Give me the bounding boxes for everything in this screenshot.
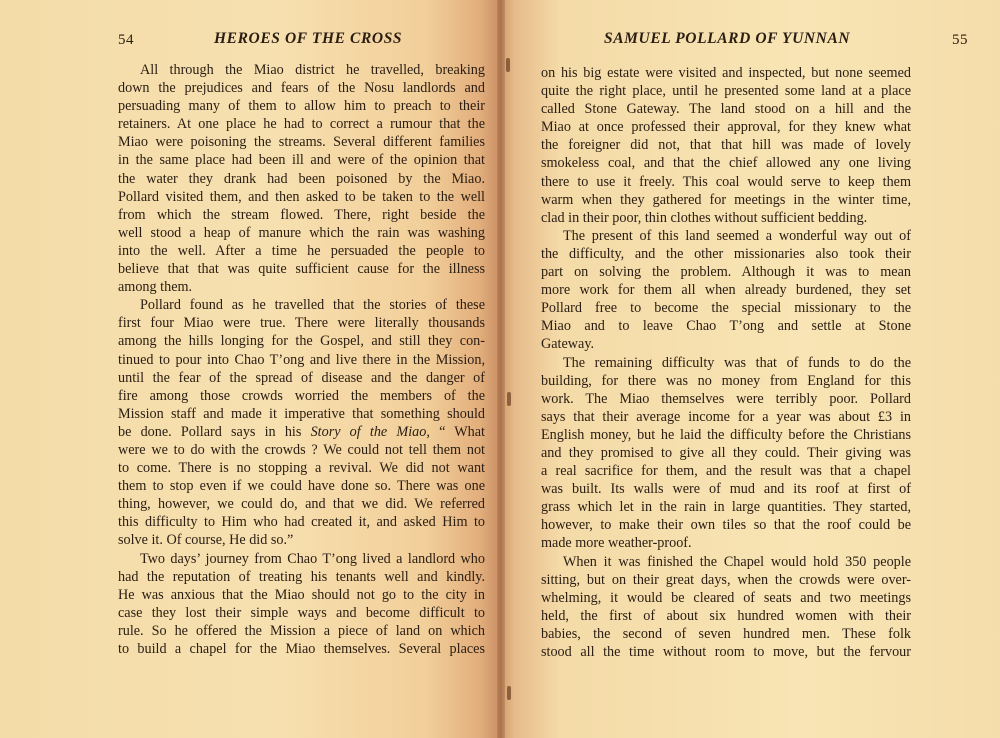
text-line xyxy=(541,408,911,426)
text-line-content: English money, but he laid the difficulty before the Christians xyxy=(541,426,911,443)
text-line xyxy=(541,281,911,299)
text-line xyxy=(118,115,485,133)
text-line xyxy=(541,245,911,263)
text-line-content: whelming, it would be cleared of seats and two meetings xyxy=(541,589,911,606)
text-line-content: rule. So he offered the Mission a piece of land on which xyxy=(118,622,485,639)
text-line xyxy=(118,206,485,224)
text-line-content: into the well. After a time he persuaded the people to xyxy=(118,242,485,259)
text-line-content: and they promised to give all they could. Their giving was xyxy=(541,444,911,461)
text-line xyxy=(541,64,911,82)
text-line-content: stood all the time without room to move, but the fervour xyxy=(541,644,911,660)
text-line-content: retainers. At one place he had to correct a rumour that the xyxy=(118,116,485,133)
text-line-content: When it was finished the Chapel would hold 350 people xyxy=(563,553,911,570)
text-line xyxy=(118,133,485,151)
text-line-content: The present of this land seemed a wonderful way out of xyxy=(563,227,911,244)
text-line-content: grass which let in the rain in large quantities. They started, xyxy=(541,499,911,516)
text-line-content: until the fear of the spread of disease and the danger of xyxy=(118,369,485,386)
text-line-content: smokeless coal, and that the chief allowed any one living xyxy=(541,155,911,172)
text-line-content: however, to make their own tiles so that the roof could be xyxy=(541,517,911,534)
text-line xyxy=(118,477,485,495)
text-line xyxy=(541,372,911,390)
text-line xyxy=(118,242,485,260)
text-line-content: made more weather-proof. xyxy=(541,535,692,552)
text-line xyxy=(541,82,911,100)
text-line xyxy=(118,97,485,115)
text-line xyxy=(118,314,485,332)
text-line-content: them to stop even if we could have done so. There was one xyxy=(118,478,485,495)
text-line-content: down the prejudices and fears of the Nosu landlords and xyxy=(118,80,485,97)
text-line-content: part on solving the problem. Although it was to mean xyxy=(541,264,911,281)
text-line-content: Pollard found as he travelled that the stories of these xyxy=(140,297,485,314)
text-line-content: a real sacrifice for them, and the result was that a chapel xyxy=(541,463,911,480)
text-line-content: solve it. Of course, He did so.” xyxy=(118,532,294,549)
text-line-content: sitting, but on their great days, when the crowds were over- xyxy=(541,571,911,588)
text-line-content: were we to do with the crowds ? We could not tell them not xyxy=(118,441,485,458)
text-line xyxy=(118,531,485,549)
text-line xyxy=(541,191,911,209)
text-line-content: on his big estate were visited and inspected, but none seemed xyxy=(541,65,911,81)
text-line-content: building, for there was no money from England for this xyxy=(541,372,911,389)
left-page-body-text xyxy=(118,61,485,658)
text-line-content: quite the right place, until he presented some land at a place xyxy=(541,83,911,100)
text-line-content: Pollard visited them, and then asked to be taken to the well xyxy=(118,188,485,205)
text-line xyxy=(541,335,911,353)
book-title-italic: Story of the Miao, xyxy=(310,423,430,440)
text-line xyxy=(541,462,911,480)
text-line xyxy=(541,643,911,661)
text-line xyxy=(541,625,911,643)
text-line-content: persuading many of them to allow him to preach to their xyxy=(118,98,485,115)
text-line xyxy=(541,100,911,118)
text-line-content: fire among those crowds worried the members of the xyxy=(118,387,485,404)
text-line xyxy=(118,423,485,441)
text-line xyxy=(541,173,911,191)
text-line xyxy=(118,188,485,206)
text-line-content: work. The Miao themselves were terribly poor. Pollard xyxy=(541,390,911,407)
text-line-content: Two days’ journey from Chao T’ong lived a landlord who xyxy=(140,550,485,567)
text-line xyxy=(118,369,485,387)
text-line xyxy=(118,61,485,79)
text-line xyxy=(541,516,911,534)
text-line xyxy=(541,390,911,408)
text-line xyxy=(118,79,485,97)
text-line-content: believe that that was quite sufficient cause for the illness xyxy=(118,261,485,278)
text-line-content: tinued to pour into Chao T’ong and live there in the Mission, xyxy=(118,351,485,368)
text-line-content: clad in their poor, thin clothes without sufficient bedding. xyxy=(541,209,868,226)
left-page-number: 54 xyxy=(118,32,134,48)
right-page xyxy=(500,0,1000,738)
text-line xyxy=(118,604,485,622)
book-gutter xyxy=(497,0,505,738)
binding-thread-mark xyxy=(506,58,510,72)
text-line-content: Mission staff and made it imperative that something should xyxy=(118,405,485,422)
text-line-content: The remaining difficulty was that of funds to do the xyxy=(563,354,911,371)
text-line-content: had the reputation of treating his tenants well and kindly. xyxy=(118,568,485,585)
text-line-content: from which the stream flowed. There, right beside the xyxy=(118,206,485,223)
text-line-content: Pollard free to become the special missionary to the xyxy=(541,300,911,317)
text-line-content: warm when they gathered for meetings in the winter time, xyxy=(541,191,911,208)
text-line-content: Miao and to leave Chao T’ong and settle at Stone xyxy=(541,318,911,335)
text-line xyxy=(541,498,911,516)
text-line xyxy=(541,136,911,154)
right-running-head: SAMUEL POLLARD OF YUNNAN xyxy=(604,30,851,47)
text-line-content: among the hills longing for the Gospel, and still they con- xyxy=(118,333,485,350)
text-line xyxy=(541,444,911,462)
text-line xyxy=(541,209,911,227)
text-line-content: All through the Miao district he travelled, breaking xyxy=(140,62,485,78)
text-line-content: Miao were poisoning the streams. Several different families xyxy=(118,134,485,151)
text-line xyxy=(118,550,485,568)
text-line xyxy=(118,640,485,658)
left-running-head: HEROES OF THE CROSS xyxy=(214,30,403,47)
text-line xyxy=(118,405,485,423)
text-line-content: held, the first of about six hundred women with their xyxy=(541,607,911,624)
text-line-content: babies, the second of seven hundred men. These folk xyxy=(541,625,911,642)
text-line xyxy=(118,459,485,477)
text-line xyxy=(541,118,911,136)
text-line-content: to build a chapel for the Miao themselves. Several places xyxy=(118,641,485,657)
text-line xyxy=(118,296,485,314)
text-line-content: He was anxious that the Miao should not go to the city in xyxy=(118,586,485,603)
text-line-content: the water they drank had been poisoned by the Miao. xyxy=(118,170,485,187)
text-line xyxy=(541,354,911,372)
text-line-content: be done. Pollard says in his xyxy=(118,423,311,440)
text-line-content: among them. xyxy=(118,279,193,296)
text-line xyxy=(541,154,911,172)
text-line-content: Miao at once professed their approval, for they knew what xyxy=(541,119,911,136)
text-line-content: the difficulty, and the other missionaries also took their xyxy=(541,245,911,262)
text-line-content: Gateway. xyxy=(541,336,595,353)
text-line-content: there to use it freely. This coal would serve to keep them xyxy=(541,173,911,190)
text-line xyxy=(541,534,911,552)
text-line xyxy=(541,263,911,281)
text-line xyxy=(118,151,485,169)
text-line xyxy=(541,227,911,245)
text-line-content: called Stone Gateway. The land stood on a hill and the xyxy=(541,101,911,118)
text-line xyxy=(118,260,485,278)
text-line-content: to come. There is no stopping a revival. We did not want xyxy=(118,460,485,477)
text-line xyxy=(541,607,911,625)
right-page-body-text xyxy=(541,64,911,661)
text-line-content: well stood a heap of manure which the rain was washing xyxy=(118,224,485,241)
text-line-content: the foreigner did not, that that hill was made of lovely xyxy=(541,137,911,154)
text-line xyxy=(541,553,911,571)
text-line xyxy=(118,568,485,586)
text-line xyxy=(118,332,485,350)
text-line xyxy=(118,586,485,604)
text-line xyxy=(541,426,911,444)
text-line-content: more work for them all when already burdened, they set xyxy=(541,282,911,299)
text-line xyxy=(118,278,485,296)
text-line xyxy=(118,441,485,459)
text-line xyxy=(118,622,485,640)
text-line-content: first four Miao were true. There were literally thousands xyxy=(118,315,485,332)
text-line-content: in the same place had been ill and were of the opinion that xyxy=(118,152,485,169)
text-line xyxy=(118,170,485,188)
text-line xyxy=(118,513,485,531)
text-line-content: thing, however, we could do, and that we did. We referred xyxy=(118,496,485,513)
text-line-content: “ What xyxy=(429,423,485,440)
text-line-content: case they lost their simple ways and become difficult to xyxy=(118,604,485,621)
text-line xyxy=(541,480,911,498)
binding-thread-mark xyxy=(507,392,511,406)
text-line xyxy=(541,299,911,317)
text-line xyxy=(541,317,911,335)
binding-thread-mark xyxy=(507,686,511,700)
text-line-content: says that their average income for a year was about £3 in xyxy=(541,408,911,425)
text-line-content: was built. Its walls were of mud and its roof at first of xyxy=(541,481,911,498)
text-line-content: this difficulty to Him who had created it, and asked Him to xyxy=(118,514,485,531)
text-line xyxy=(118,495,485,513)
text-line xyxy=(541,571,911,589)
text-line xyxy=(118,224,485,242)
text-line xyxy=(118,387,485,405)
text-line xyxy=(118,351,485,369)
text-line xyxy=(541,589,911,607)
right-page-number: 55 xyxy=(952,32,968,48)
